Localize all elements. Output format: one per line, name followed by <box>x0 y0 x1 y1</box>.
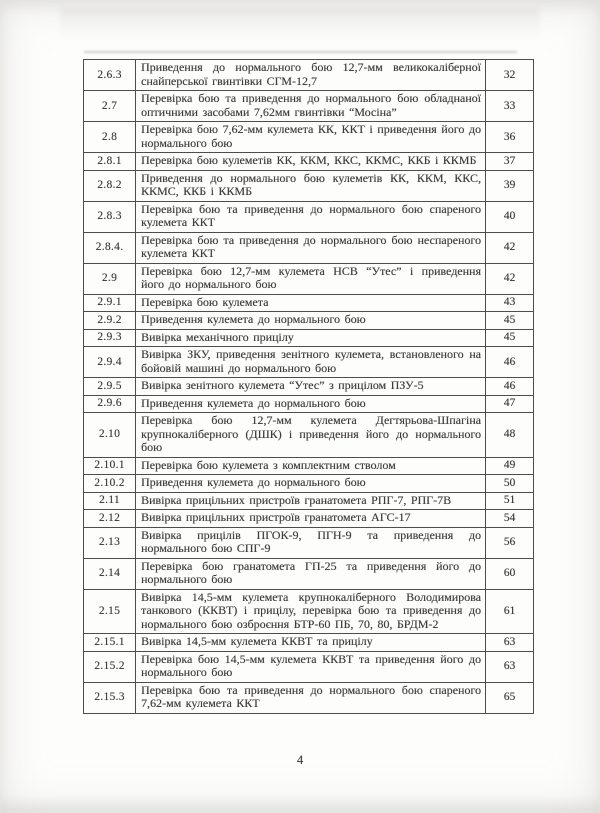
table-row <box>84 395 534 413</box>
page-ref-cell: 37 <box>486 153 534 171</box>
table-row <box>84 558 534 589</box>
section-title-cell: Перевірка бою та приведення до нормального бою спареного 7,62-мм кулемета ККТ <box>136 682 486 713</box>
section-number-cell: 2.10 <box>84 413 136 458</box>
section-title-cell: Вивірка 14,5-мм кулемета крупнокаліберного Володимирова танкового (ККВТ) і прицілу, перевірка бою та приведення до нормального бою озброєння БТР-60 ПБ, 70, 80, БРДМ-2 <box>136 589 486 634</box>
page-ref-cell: 49 <box>486 457 534 475</box>
table-row <box>84 634 534 652</box>
page-ref-cell: 40 <box>486 201 534 232</box>
section-title-cell: Перевірка бою та приведення до нормального бою спареного кулемета ККТ <box>136 201 486 232</box>
page-ref-cell: 46 <box>486 378 534 396</box>
page-ref-cell: 42 <box>486 232 534 263</box>
section-title-cell: Приведення кулемета до нормального бою <box>136 395 486 413</box>
section-title-cell: Перевірка бою кулемета <box>136 294 486 312</box>
section-number-cell: 2.8.2 <box>84 170 136 201</box>
scan-artifact <box>84 51 517 53</box>
table-row <box>84 60 534 91</box>
section-title-cell: Вивірка прицілів ПГОК-9, ПГН-9 та приведення до нормального бою СПГ-9 <box>136 527 486 558</box>
table-row <box>84 457 534 475</box>
table-row <box>84 294 534 312</box>
page-ref-cell: 63 <box>486 634 534 652</box>
section-number-cell: 2.13 <box>84 527 136 558</box>
section-title-cell: Перевірка бою кулеметів КК, ККМ, ККС, ККМС, ККБ і ККМБ <box>136 153 486 171</box>
table-row <box>84 263 534 294</box>
section-title-cell: Перевірка бою 14,5-мм кулемета ККВТ та приведення його до нормального бою <box>136 651 486 682</box>
table-row <box>84 510 534 528</box>
section-number-cell: 2.6.3 <box>84 60 136 91</box>
table-row <box>84 122 534 153</box>
section-number-cell: 2.15.1 <box>84 634 136 652</box>
page-ref-cell: 43 <box>486 294 534 312</box>
section-number-cell: 2.15 <box>84 589 136 634</box>
section-number-cell: 2.8.3 <box>84 201 136 232</box>
page-ref-cell: 32 <box>486 60 534 91</box>
page-ref-cell: 50 <box>486 475 534 493</box>
page-ref-cell: 42 <box>486 263 534 294</box>
section-title-cell: Вивірка 14,5-мм кулемета ККВТ та прицілу <box>136 634 486 652</box>
section-number-cell: 2.9.6 <box>84 395 136 413</box>
section-title-cell: Перевірка бою гранатомета ГП-25 та приведення його до нормального бою <box>136 558 486 589</box>
section-number-cell: 2.10.1 <box>84 457 136 475</box>
section-number-cell: 2.12 <box>84 510 136 528</box>
table-row <box>84 682 534 713</box>
page-ref-cell: 47 <box>486 395 534 413</box>
table-row <box>84 329 534 347</box>
page-ref-cell: 33 <box>486 91 534 122</box>
section-number-cell: 2.9.3 <box>84 329 136 347</box>
table-row <box>84 651 534 682</box>
section-title-cell: Перевірка бою та приведення до нормального бою обладнаної оптичними засобами 7,62мм гвинтівки “Мосіна” <box>136 91 486 122</box>
section-title-cell: Вивірка зенітного кулемета “Утес” з прицілом ПЗУ-5 <box>136 378 486 396</box>
page-ref-cell: 39 <box>486 170 534 201</box>
section-number-cell: 2.8 <box>84 122 136 153</box>
section-title-cell: Приведення кулемета до нормального бою <box>136 312 486 330</box>
table-row <box>84 589 534 634</box>
section-number-cell: 2.14 <box>84 558 136 589</box>
table-row <box>84 347 534 378</box>
section-title-cell: Приведення до нормального бою 12,7-мм великокаліберної снайперської гвинтівки СГМ-12,7 <box>136 60 486 91</box>
page-ref-cell: 46 <box>486 347 534 378</box>
section-title-cell: Перевірка бою 7,62-мм кулемета КК, ККТ і приведення його до нормального бою <box>136 122 486 153</box>
scan-artifact <box>0 795 600 813</box>
section-number-cell: 2.8.1 <box>84 153 136 171</box>
section-title-cell: Вивірка прицільних пристроїв гранатомета РПГ-7, РПГ-7В <box>136 492 486 510</box>
table-row <box>84 413 534 458</box>
page-ref-cell: 48 <box>486 413 534 458</box>
table-row <box>84 492 534 510</box>
section-title-cell: Приведення кулемета до нормального бою <box>136 475 486 493</box>
scan-artifact <box>60 8 540 38</box>
section-title-cell: Вивірка прицільних пристроїв гранатомета АГС-17 <box>136 510 486 528</box>
section-number-cell: 2.9.4 <box>84 347 136 378</box>
page-ref-cell: 63 <box>486 651 534 682</box>
page-ref-cell: 45 <box>486 312 534 330</box>
section-number-cell: 2.15.3 <box>84 682 136 713</box>
section-title-cell: Перевірка бою та приведення до нормального бою неспареного кулемета ККТ <box>136 232 486 263</box>
page-ref-cell: 36 <box>486 122 534 153</box>
section-number-cell: 2.9.5 <box>84 378 136 396</box>
table-row <box>84 170 534 201</box>
section-number-cell: 2.15.2 <box>84 651 136 682</box>
table-row <box>84 153 534 171</box>
table-row <box>84 232 534 263</box>
section-title-cell: Вивірка механічного прицілу <box>136 329 486 347</box>
table-row <box>84 312 534 330</box>
section-number-cell: 2.8.4. <box>84 232 136 263</box>
section-number-cell: 2.9.2 <box>84 312 136 330</box>
page-ref-cell: 65 <box>486 682 534 713</box>
table-row <box>84 378 534 396</box>
section-title-cell: Вивірка ЗКУ, приведення зенітного кулемета, встановленого на бойовій машині до нормального бою <box>136 347 486 378</box>
table-row <box>84 527 534 558</box>
section-number-cell: 2.9 <box>84 263 136 294</box>
page-number: 4 <box>296 753 304 767</box>
section-title-cell: Приведення до нормального бою кулеметів КК, ККМ, ККС, ККМС, ККБ і ККМБ <box>136 170 486 201</box>
section-number-cell: 2.7 <box>84 91 136 122</box>
page-ref-cell: 51 <box>486 492 534 510</box>
toc-table <box>83 59 534 714</box>
page-ref-cell: 54 <box>486 510 534 528</box>
section-title-cell: Перевірка бою 12,7-мм кулемета Дегтярьова-Шпагіна крупнокаліберного (ДШК) і приведення його до нормального бою <box>136 413 486 458</box>
page-ref-cell: 56 <box>486 527 534 558</box>
page-ref-cell: 45 <box>486 329 534 347</box>
table-row <box>84 201 534 232</box>
section-title-cell: Перевірка бою кулемета з комплектним стволом <box>136 457 486 475</box>
table-row <box>84 91 534 122</box>
page-ref-cell: 61 <box>486 589 534 634</box>
section-number-cell: 2.11 <box>84 492 136 510</box>
toc-table-body <box>84 60 534 714</box>
table-row <box>84 475 534 493</box>
section-title-cell: Перевірка бою 12,7-мм кулемета НСВ “Утес” і приведення його до нормального бою <box>136 263 486 294</box>
section-number-cell: 2.10.2 <box>84 475 136 493</box>
page-ref-cell: 60 <box>486 558 534 589</box>
section-number-cell: 2.9.1 <box>84 294 136 312</box>
